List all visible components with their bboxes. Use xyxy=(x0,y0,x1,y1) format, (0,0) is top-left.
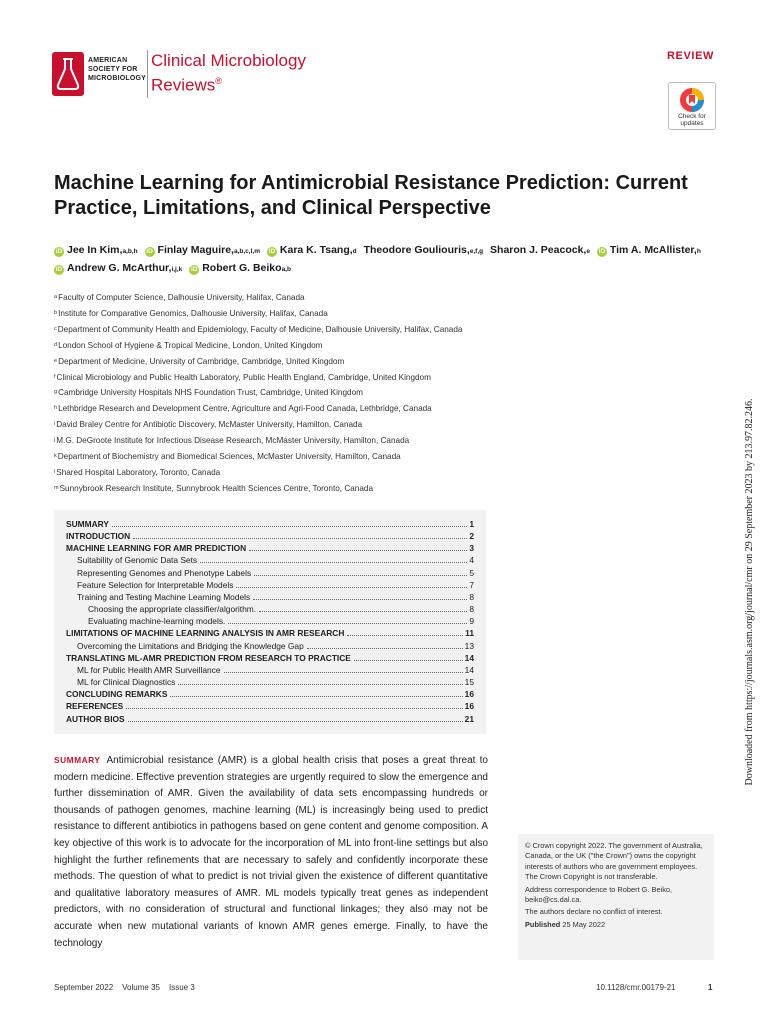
affiliation xyxy=(54,306,694,322)
footer-volume: Volume 35 xyxy=(122,983,160,992)
affiliation-text: M.G. DeGroote Institute for Infectious Disease Research, McMaster University, Hamilton, Canada xyxy=(56,436,410,446)
society-line: SOCIETY FOR xyxy=(88,66,138,73)
summary-heading: SUMMARY xyxy=(54,755,101,765)
affiliation-text: David Braley Centre for Antibiotic Discovery, McMaster University, Hamilton, Canada xyxy=(56,420,363,430)
author-list xyxy=(54,242,724,278)
author-affiliation-marks: a,b,c,l,m xyxy=(233,248,260,255)
table-of-contents xyxy=(54,510,486,734)
toc-entry[interactable] xyxy=(66,700,474,712)
toc-entry-title: TRANSLATING ML-AMR PREDICTION FROM RESEARCH TO PRACTICE xyxy=(66,652,351,663)
author xyxy=(54,260,182,278)
affiliation-text: Shared Hospital Laboratory, Toronto, Canada xyxy=(56,467,221,477)
affiliation xyxy=(54,417,694,433)
author-affiliation-marks: d xyxy=(352,248,357,255)
author-affiliation-marks: a,b xyxy=(281,266,291,273)
toc-entry-page: 11 xyxy=(465,628,474,639)
toc-entry-title: ML for Public Health AMR Surveillance xyxy=(77,664,221,675)
author-name: Sharon J. Peacock, xyxy=(490,244,587,256)
toc-list xyxy=(66,518,474,725)
affiliation-mark: g xyxy=(54,389,58,396)
affiliation-text: London School of Hygiene & Tropical Medicine, London, United Kingdom xyxy=(58,340,323,350)
author-name: Finlay Maguire, xyxy=(157,244,234,256)
affiliation-mark: l xyxy=(54,468,56,475)
badge-label xyxy=(669,113,715,127)
toc-leader-dots xyxy=(224,672,463,673)
society-name xyxy=(88,56,146,83)
toc-entry-page: 3 xyxy=(469,543,474,554)
affiliation-text: Institute for Comparative Genomics, Dalhousie University, Halifax, Canada xyxy=(58,308,328,318)
toc-entry-title: REFERENCES xyxy=(66,701,124,712)
affiliation-mark: a xyxy=(54,294,58,300)
toc-entry-title: LIMITATIONS OF MACHINE LEARNING ANALYSIS IN AMR RESEARCH xyxy=(66,628,345,639)
author-affiliation-marks: e xyxy=(586,248,590,255)
affiliation-mark: b xyxy=(54,309,58,316)
registered-mark: ® xyxy=(215,76,222,86)
toc-entry-title: AUTHOR BIOS xyxy=(66,713,125,724)
author-name: Kara K. Tsang, xyxy=(279,244,353,256)
toc-leader-dots xyxy=(236,587,467,588)
toc-entry[interactable] xyxy=(66,652,474,664)
affiliation xyxy=(54,385,694,401)
affiliation xyxy=(54,338,694,354)
author xyxy=(490,242,590,260)
toc-entry[interactable] xyxy=(66,664,474,676)
affiliation xyxy=(54,290,694,306)
toc-leader-dots xyxy=(200,562,467,563)
author xyxy=(364,242,484,260)
affiliation-text: Clinical Microbiology and Public Health Laboratory, Public Health England, Cambridge, United Kingdom xyxy=(56,372,431,382)
author-name: Theodore Gouliouris, xyxy=(363,244,470,256)
author xyxy=(597,242,701,260)
orcid-icon[interactable]: iD xyxy=(190,266,198,273)
toc-leader-dots xyxy=(347,635,463,636)
toc-entry-title: SUMMARY xyxy=(66,519,109,529)
toc-entry[interactable] xyxy=(66,591,474,603)
journal-name xyxy=(151,50,306,96)
affiliation-text: Sunnybrook Research Institute, Sunnybrook Health Sciences Centre, Toronto, Canada xyxy=(59,483,374,493)
published-date: 25 May 2022 xyxy=(562,919,606,929)
toc-entry-page: 2 xyxy=(469,531,474,542)
affiliation-text: Department of Community Health and Epidemiology, Faculty of Medicine, Dalhousie University, Halifax, Canada xyxy=(57,324,463,334)
toc-entry[interactable] xyxy=(66,603,474,615)
affiliation-mark: e xyxy=(54,357,58,364)
toc-leader-dots xyxy=(253,599,467,600)
affiliation-text: Department of Medicine, University of Cambridge, Cambridge, United Kingdom xyxy=(58,356,345,366)
toc-leader-dots xyxy=(170,696,462,697)
toc-entry-title: Overcoming the Limitations and Bridging the Knowledge Gap xyxy=(77,640,304,651)
footer-date: September 2022 xyxy=(54,983,114,992)
toc-leader-dots xyxy=(133,538,467,539)
orcid-icon[interactable]: iD xyxy=(268,248,276,255)
author-name: Andrew G. McArthur, xyxy=(67,262,172,274)
toc-entry-title: Suitability of Genomic Data Sets xyxy=(77,555,198,566)
society-line: AMERICAN xyxy=(88,57,128,64)
orcid-icon[interactable]: iD xyxy=(55,248,63,255)
logo-divider xyxy=(147,50,148,98)
toc-entry-page: 14 xyxy=(464,664,474,675)
toc-entry-page: 4 xyxy=(469,555,474,566)
copyright-notice: © Crown copyright 2022. The government of Australia, Canada, or the UK ("the Crown") owns the copyright interests of authors who are government employees. The Crown Copyright is not transferable. xyxy=(525,841,703,882)
toc-leader-dots xyxy=(228,623,467,624)
toc-entry[interactable] xyxy=(66,518,474,530)
publication-date xyxy=(525,920,709,930)
toc-leader-dots xyxy=(354,660,463,661)
affiliation-mark: h xyxy=(54,405,58,412)
correspondence-note: Address correspondence to Robert G. Beiko, beiko@cs.dal.ca. xyxy=(525,884,673,905)
toc-entry-page: 15 xyxy=(464,677,474,688)
toc-entry[interactable] xyxy=(66,554,474,566)
toc-entry-title: Training and Testing Machine Learning Models xyxy=(77,591,251,602)
asm-flask-icon xyxy=(52,52,84,96)
affiliation-mark: i xyxy=(54,421,56,428)
affiliation xyxy=(54,449,694,465)
toc-entry[interactable] xyxy=(66,615,474,627)
affiliation xyxy=(54,433,694,449)
author-name: Robert G. Beiko xyxy=(202,262,282,274)
affiliation xyxy=(54,354,694,370)
toc-leader-dots xyxy=(126,708,462,709)
affiliation xyxy=(54,481,694,497)
affiliation xyxy=(54,465,694,481)
affiliation-text: Lethbridge Research and Development Centre, Agriculture and Agri-Food Canada, Lethbridge, Canada xyxy=(58,404,432,414)
toc-entry-page: 16 xyxy=(464,689,474,700)
author xyxy=(189,260,291,278)
toc-leader-dots xyxy=(254,575,467,576)
toc-entry-title: ML for Clinical Diagnostics xyxy=(77,677,176,688)
affiliation-mark: j xyxy=(54,437,56,444)
author-affiliation-marks: h xyxy=(696,248,701,255)
toc-entry[interactable] xyxy=(66,713,474,725)
article-info-box xyxy=(518,834,714,960)
affiliation-text: Department of Biochemistry and Biomedical Sciences, McMaster University, Hamilton, Canada xyxy=(57,452,401,462)
toc-entry-title: INTRODUCTION xyxy=(66,531,131,542)
affiliation-mark: k xyxy=(54,453,57,460)
author-name: Tim A. McAllister, xyxy=(609,244,697,256)
author xyxy=(54,242,138,260)
orcid-icon[interactable]: iD xyxy=(598,248,606,255)
toc-leader-dots xyxy=(112,526,467,527)
footer-issue: Issue 3 xyxy=(168,983,195,992)
affiliation xyxy=(54,370,694,386)
author xyxy=(145,242,260,260)
check-for-updates-badge[interactable] xyxy=(668,82,716,130)
toc-entry-page: 16 xyxy=(464,701,474,712)
toc-entry-page: 9 xyxy=(469,616,474,627)
toc-entry-title: Choosing the appropriate classifier/algorithm. xyxy=(88,604,257,615)
toc-leader-dots xyxy=(259,611,467,612)
affiliation xyxy=(54,401,694,417)
toc-leader-dots xyxy=(249,550,467,551)
toc-entry[interactable] xyxy=(66,688,474,700)
affiliation-list xyxy=(54,290,694,497)
badge-line: updates xyxy=(680,120,704,127)
toc-entry-title: MACHINE LEARNING FOR AMR PREDICTION xyxy=(66,543,247,554)
toc-entry-page: 1 xyxy=(469,519,474,529)
affiliation-mark: c xyxy=(54,325,57,332)
author xyxy=(267,242,357,260)
toc-entry[interactable] xyxy=(66,627,474,639)
toc-entry-page: 13 xyxy=(464,640,474,651)
author-affiliation-marks: a,b,h xyxy=(122,248,138,255)
author-affiliation-marks: i,j,k xyxy=(171,266,183,273)
affiliation-text: Faculty of Computer Science, Dalhousie University, Halifax, Canada xyxy=(58,293,305,302)
journal-name-line2: Reviews xyxy=(151,75,216,95)
affiliation xyxy=(54,322,694,338)
toc-entry-title: Evaluating machine-learning models. xyxy=(88,616,226,627)
toc-entry[interactable] xyxy=(66,530,474,542)
affiliation-mark: d xyxy=(54,341,58,348)
toc-entry-page: 5 xyxy=(469,567,474,578)
published-label: Published xyxy=(525,919,561,929)
society-line: MICROBIOLOGY xyxy=(88,75,147,82)
author-name: Jee In Kim, xyxy=(67,244,123,256)
article-type-label: REVIEW xyxy=(667,50,714,62)
badge-line: Check for xyxy=(678,113,706,120)
orcid-icon[interactable]: iD xyxy=(146,248,153,255)
toc-entry-page: 8 xyxy=(469,591,474,602)
crossmark-icon xyxy=(679,87,705,113)
summary-body: Antimicrobial resistance (AMR) is a global health crisis that poses a great threat to modern medicine. Effective prevention strategies are urgently required to slow the emergence and further dissemination of AMR. Given the availability of data sets encompassing hundreds or thousands of pathogen genomes, machine learning (ML) is increasingly being used to predict resistance to different antibiotics in pathogens based on gene content and genome composition. A key objective of this work is to advocate for the incorporation of ML into front-line settings but also highlight the further refinements that are necessary to safely and confidently incorporate these methods. The question of what to predict is not trivial given the existence of different quantitative and qualitative laboratory measures of AMR. ML models typically treat genes as independent predictors, with no consideration of structural and functional linkages; they also may not be accurate when new mutational variants of known AMR genes emerge. Finally, to have the technology xyxy=(54,755,488,949)
page-number: 1 xyxy=(708,983,713,992)
affiliation-mark: f xyxy=(54,373,56,380)
toc-entry-page: 7 xyxy=(469,579,474,590)
affiliation-mark: m xyxy=(54,484,59,491)
article-title: Machine Learning for Antimicrobial Resistance Prediction: Current Practice, Limitations, and Clinical Perspective xyxy=(54,172,688,219)
toc-entry-page: 8 xyxy=(469,604,474,615)
toc-entry-title: Feature Selection for Interpretable Models xyxy=(77,579,234,590)
conflict-statement: The authors declare no conflict of interest. xyxy=(525,907,663,917)
toc-leader-dots xyxy=(307,648,463,649)
toc-entry-page: 21 xyxy=(464,713,474,724)
toc-leader-dots xyxy=(128,721,463,722)
toc-entry-title: CONCLUDING REMARKS xyxy=(66,689,168,700)
footer-issue-info xyxy=(54,983,204,992)
toc-entry[interactable] xyxy=(66,579,474,591)
toc-entry[interactable] xyxy=(66,676,474,688)
footer-doi[interactable]: 10.1128/cmr.00179-21 xyxy=(596,983,676,992)
summary-paragraph xyxy=(54,752,488,952)
toc-entry[interactable] xyxy=(66,567,474,579)
journal-name-line1: Clinical Microbiology xyxy=(151,51,306,70)
journal-logo[interactable] xyxy=(52,48,322,100)
toc-leader-dots xyxy=(178,684,462,685)
orcid-icon[interactable]: iD xyxy=(55,266,63,273)
download-watermark: Downloaded from https://journals.asm.org/journal/cmr on 29 September 2023 by 213.97.82.246. xyxy=(744,398,755,786)
toc-entry[interactable] xyxy=(66,542,474,554)
toc-entry-page: 14 xyxy=(464,652,474,663)
toc-entry-title: Representing Genomes and Phenotype Labels xyxy=(77,567,252,578)
author-affiliation-marks: e,f,g xyxy=(469,248,484,255)
affiliation-text: Cambridge University Hospitals NHS Foundation Trust, Cambridge, United Kingdom xyxy=(58,388,363,398)
toc-entry[interactable] xyxy=(66,640,474,652)
